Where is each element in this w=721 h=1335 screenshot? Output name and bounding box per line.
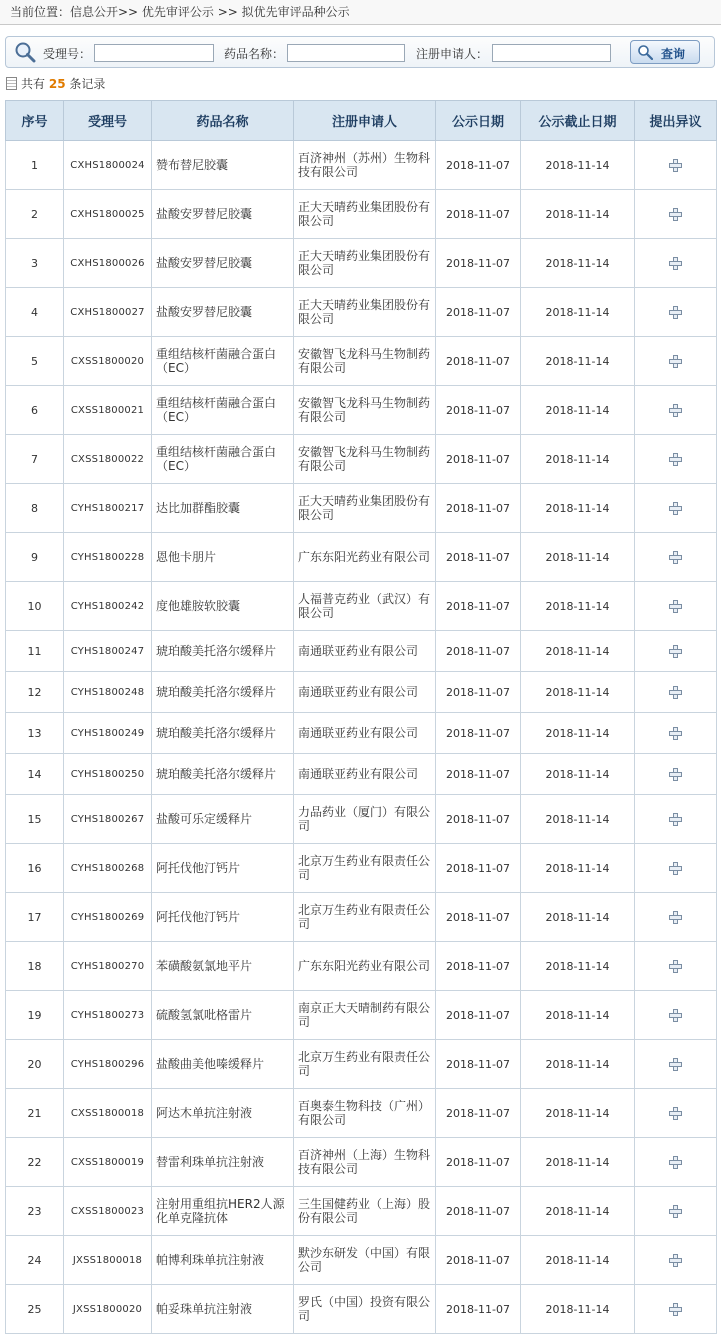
row-applicant: 三生国健药业（上海）股份有限公司 bbox=[294, 1187, 436, 1236]
raise-objection-plus-icon[interactable] bbox=[669, 685, 682, 698]
row-serial: 15 bbox=[6, 795, 64, 844]
row-drug-name: 盐酸安罗替尼胶囊 bbox=[152, 190, 294, 239]
record-count-suffix: 条记录 bbox=[69, 77, 106, 91]
row-applicant: 正大天晴药业集团股份有限公司 bbox=[294, 484, 436, 533]
row-serial: 19 bbox=[6, 991, 64, 1040]
row-drug-name: 盐酸安罗替尼胶囊 bbox=[152, 288, 294, 337]
row-acceptance-number: CYHS1800247 bbox=[64, 631, 152, 672]
raise-objection-plus-icon[interactable] bbox=[669, 861, 682, 874]
raise-objection-plus-icon[interactable] bbox=[669, 452, 682, 465]
row-applicant: 广东东阳光药业有限公司 bbox=[294, 533, 436, 582]
row-publish-date: 2018-11-07 bbox=[436, 484, 521, 533]
row-applicant: 安徽智飞龙科马生物制药有限公司 bbox=[294, 386, 436, 435]
row-applicant: 南京正大天晴制药有限公司 bbox=[294, 991, 436, 1040]
row-applicant: 正大天晴药业集团股份有限公司 bbox=[294, 288, 436, 337]
row-objection-cell bbox=[635, 141, 717, 190]
row-acceptance-number: CYHS1800242 bbox=[64, 582, 152, 631]
row-acceptance-number: CYHS1800296 bbox=[64, 1040, 152, 1089]
raise-objection-plus-icon[interactable] bbox=[669, 599, 682, 612]
row-publish-date: 2018-11-07 bbox=[436, 1089, 521, 1138]
row-drug-name: 帕博利珠单抗注射液 bbox=[152, 1236, 294, 1285]
row-acceptance-number: CYHS1800267 bbox=[64, 795, 152, 844]
row-objection-cell bbox=[635, 190, 717, 239]
row-acceptance-number: CYHS1800269 bbox=[64, 893, 152, 942]
row-serial: 23 bbox=[6, 1187, 64, 1236]
row-applicant: 北京万生药业有限责任公司 bbox=[294, 1040, 436, 1089]
table-row bbox=[6, 141, 717, 190]
row-drug-name: 注射用重组抗HER2人源化单克隆抗体 bbox=[152, 1187, 294, 1236]
raise-objection-plus-icon[interactable] bbox=[669, 354, 682, 367]
column-header-serial: 序号 bbox=[6, 101, 64, 141]
table-row bbox=[6, 1138, 717, 1187]
row-serial: 16 bbox=[6, 844, 64, 893]
raise-objection-plus-icon[interactable] bbox=[669, 1057, 682, 1070]
raise-objection-plus-icon[interactable] bbox=[669, 305, 682, 318]
row-deadline: 2018-11-14 bbox=[521, 844, 635, 893]
row-applicant: 百济神州（上海）生物科技有限公司 bbox=[294, 1138, 436, 1187]
raise-objection-plus-icon[interactable] bbox=[669, 1155, 682, 1168]
row-serial: 25 bbox=[6, 1285, 64, 1334]
row-publish-date: 2018-11-07 bbox=[436, 141, 521, 190]
magnifier-icon bbox=[637, 44, 653, 60]
row-publish-date: 2018-11-07 bbox=[436, 1187, 521, 1236]
row-drug-name: 硫酸氢氯吡格雷片 bbox=[152, 991, 294, 1040]
row-applicant: 北京万生药业有限责任公司 bbox=[294, 844, 436, 893]
row-applicant: 安徽智飞龙科马生物制药有限公司 bbox=[294, 435, 436, 484]
row-acceptance-number: CYHS1800268 bbox=[64, 844, 152, 893]
row-objection-cell bbox=[635, 754, 717, 795]
row-applicant: 北京万生药业有限责任公司 bbox=[294, 893, 436, 942]
row-applicant: 安徽智飞龙科马生物制药有限公司 bbox=[294, 337, 436, 386]
row-objection-cell bbox=[635, 1285, 717, 1334]
row-objection-cell bbox=[635, 1138, 717, 1187]
table-row bbox=[6, 1236, 717, 1285]
row-objection-cell bbox=[635, 1187, 717, 1236]
raise-objection-plus-icon[interactable] bbox=[669, 1204, 682, 1217]
row-publish-date: 2018-11-07 bbox=[436, 239, 521, 288]
row-drug-name: 琥珀酸美托洛尔缓释片 bbox=[152, 754, 294, 795]
row-applicant: 默沙东研发（中国）有限公司 bbox=[294, 1236, 436, 1285]
row-publish-date: 2018-11-07 bbox=[436, 631, 521, 672]
column-header-applicant: 注册申请人 bbox=[294, 101, 436, 141]
row-objection-cell bbox=[635, 942, 717, 991]
acceptance-number-input[interactable] bbox=[94, 44, 214, 62]
row-objection-cell bbox=[635, 844, 717, 893]
raise-objection-plus-icon[interactable] bbox=[669, 1253, 682, 1266]
row-drug-name: 达比加群酯胶囊 bbox=[152, 484, 294, 533]
drug-name-label: 药品名称： bbox=[224, 47, 285, 61]
row-applicant: 正大天晴药业集团股份有限公司 bbox=[294, 239, 436, 288]
row-acceptance-number: JXSS1800018 bbox=[64, 1236, 152, 1285]
row-serial: 10 bbox=[6, 582, 64, 631]
row-applicant: 南通联亚药业有限公司 bbox=[294, 631, 436, 672]
row-applicant: 罗氏（中国）投资有限公司 bbox=[294, 1285, 436, 1334]
row-deadline: 2018-11-14 bbox=[521, 991, 635, 1040]
row-serial: 6 bbox=[6, 386, 64, 435]
raise-objection-plus-icon[interactable] bbox=[669, 1302, 682, 1315]
row-acceptance-number: CXSS1800019 bbox=[64, 1138, 152, 1187]
table-row bbox=[6, 672, 717, 713]
row-applicant: 正大天晴药业集团股份有限公司 bbox=[294, 190, 436, 239]
row-drug-name: 赞布替尼胶囊 bbox=[152, 141, 294, 190]
row-objection-cell bbox=[635, 991, 717, 1040]
row-applicant: 百奥泰生物科技（广州）有限公司 bbox=[294, 1089, 436, 1138]
row-publish-date: 2018-11-07 bbox=[436, 386, 521, 435]
row-serial: 1 bbox=[6, 141, 64, 190]
row-deadline: 2018-11-14 bbox=[521, 141, 635, 190]
table-row bbox=[6, 435, 717, 484]
row-deadline: 2018-11-14 bbox=[521, 1040, 635, 1089]
row-serial: 3 bbox=[6, 239, 64, 288]
row-deadline: 2018-11-14 bbox=[521, 795, 635, 844]
row-objection-cell bbox=[635, 533, 717, 582]
row-serial: 9 bbox=[6, 533, 64, 582]
table-row bbox=[6, 533, 717, 582]
raise-objection-plus-icon[interactable] bbox=[669, 1008, 682, 1021]
table-row bbox=[6, 386, 717, 435]
table-row bbox=[6, 942, 717, 991]
row-serial: 13 bbox=[6, 713, 64, 754]
row-objection-cell bbox=[635, 631, 717, 672]
row-acceptance-number: CYHS1800270 bbox=[64, 942, 152, 991]
row-drug-name: 重组结核杆菌融合蛋白（EC） bbox=[152, 435, 294, 484]
row-publish-date: 2018-11-07 bbox=[436, 435, 521, 484]
row-publish-date: 2018-11-07 bbox=[436, 337, 521, 386]
row-acceptance-number: CXHS1800026 bbox=[64, 239, 152, 288]
row-deadline: 2018-11-14 bbox=[521, 672, 635, 713]
row-drug-name: 帕妥珠单抗注射液 bbox=[152, 1285, 294, 1334]
row-objection-cell bbox=[635, 713, 717, 754]
row-serial: 8 bbox=[6, 484, 64, 533]
row-publish-date: 2018-11-07 bbox=[436, 844, 521, 893]
row-objection-cell bbox=[635, 484, 717, 533]
row-serial: 22 bbox=[6, 1138, 64, 1187]
row-acceptance-number: CXHS1800025 bbox=[64, 190, 152, 239]
raise-objection-plus-icon[interactable] bbox=[669, 158, 682, 171]
row-objection-cell bbox=[635, 672, 717, 713]
row-applicant: 百济神州（苏州）生物科技有限公司 bbox=[294, 141, 436, 190]
row-acceptance-number: CXSS1800020 bbox=[64, 337, 152, 386]
raise-objection-plus-icon[interactable] bbox=[669, 403, 682, 416]
raise-objection-plus-icon[interactable] bbox=[669, 256, 682, 269]
search-bar bbox=[5, 36, 715, 68]
row-serial: 5 bbox=[6, 337, 64, 386]
row-drug-name: 盐酸安罗替尼胶囊 bbox=[152, 239, 294, 288]
table-row bbox=[6, 1187, 717, 1236]
row-publish-date: 2018-11-07 bbox=[436, 754, 521, 795]
row-serial: 17 bbox=[6, 893, 64, 942]
column-header-publish-date: 公示日期 bbox=[436, 101, 521, 141]
row-publish-date: 2018-11-07 bbox=[436, 942, 521, 991]
row-objection-cell bbox=[635, 893, 717, 942]
row-acceptance-number: CYHS1800249 bbox=[64, 713, 152, 754]
row-deadline: 2018-11-14 bbox=[521, 942, 635, 991]
row-serial: 14 bbox=[6, 754, 64, 795]
row-deadline: 2018-11-14 bbox=[521, 754, 635, 795]
row-acceptance-number: CYHS1800248 bbox=[64, 672, 152, 713]
row-acceptance-number: CYHS1800273 bbox=[64, 991, 152, 1040]
row-publish-date: 2018-11-07 bbox=[436, 1138, 521, 1187]
raise-objection-plus-icon[interactable] bbox=[669, 207, 682, 220]
raise-objection-plus-icon[interactable] bbox=[669, 501, 682, 514]
applicant-input[interactable] bbox=[492, 44, 611, 62]
row-deadline: 2018-11-14 bbox=[521, 1138, 635, 1187]
row-publish-date: 2018-11-07 bbox=[436, 795, 521, 844]
row-publish-date: 2018-11-07 bbox=[436, 1040, 521, 1089]
row-objection-cell bbox=[635, 1089, 717, 1138]
row-publish-date: 2018-11-07 bbox=[436, 1236, 521, 1285]
row-serial: 7 bbox=[6, 435, 64, 484]
row-publish-date: 2018-11-07 bbox=[436, 991, 521, 1040]
row-objection-cell bbox=[635, 582, 717, 631]
row-acceptance-number: CXSS1800023 bbox=[64, 1187, 152, 1236]
raise-objection-plus-icon[interactable] bbox=[669, 726, 682, 739]
row-acceptance-number: CXSS1800021 bbox=[64, 386, 152, 435]
row-objection-cell bbox=[635, 1040, 717, 1089]
row-deadline: 2018-11-14 bbox=[521, 631, 635, 672]
row-objection-cell bbox=[635, 1236, 717, 1285]
row-publish-date: 2018-11-07 bbox=[436, 713, 521, 754]
table-row bbox=[6, 1285, 717, 1334]
row-deadline: 2018-11-14 bbox=[521, 582, 635, 631]
raise-objection-plus-icon[interactable] bbox=[669, 812, 682, 825]
table-row bbox=[6, 288, 717, 337]
column-header-acceptance-number: 受理号 bbox=[64, 101, 152, 141]
drug-name-input[interactable] bbox=[287, 44, 405, 62]
raise-objection-plus-icon[interactable] bbox=[669, 550, 682, 563]
row-deadline: 2018-11-14 bbox=[521, 533, 635, 582]
row-drug-name: 替雷利珠单抗注射液 bbox=[152, 1138, 294, 1187]
row-drug-name: 盐酸可乐定缓释片 bbox=[152, 795, 294, 844]
raise-objection-plus-icon[interactable] bbox=[669, 959, 682, 972]
raise-objection-plus-icon[interactable] bbox=[669, 767, 682, 780]
row-publish-date: 2018-11-07 bbox=[436, 1285, 521, 1334]
raise-objection-plus-icon[interactable] bbox=[669, 1106, 682, 1119]
row-applicant: 广东东阳光药业有限公司 bbox=[294, 942, 436, 991]
row-drug-name: 琥珀酸美托洛尔缓释片 bbox=[152, 672, 294, 713]
row-deadline: 2018-11-14 bbox=[521, 435, 635, 484]
row-deadline: 2018-11-14 bbox=[521, 484, 635, 533]
row-drug-name: 琥珀酸美托洛尔缓释片 bbox=[152, 713, 294, 754]
query-button[interactable] bbox=[630, 40, 700, 64]
row-applicant: 南通联亚药业有限公司 bbox=[294, 713, 436, 754]
table-row bbox=[6, 1089, 717, 1138]
record-count bbox=[6, 76, 105, 92]
table-row bbox=[6, 631, 717, 672]
table-row bbox=[6, 991, 717, 1040]
row-acceptance-number: CYHS1800217 bbox=[64, 484, 152, 533]
column-header-drug-name: 药品名称 bbox=[152, 101, 294, 141]
row-deadline: 2018-11-14 bbox=[521, 288, 635, 337]
table-row bbox=[6, 893, 717, 942]
search-icon bbox=[14, 41, 36, 63]
table-row bbox=[6, 337, 717, 386]
raise-objection-plus-icon[interactable] bbox=[669, 644, 682, 657]
table-row bbox=[6, 844, 717, 893]
row-publish-date: 2018-11-07 bbox=[436, 672, 521, 713]
row-applicant: 南通联亚药业有限公司 bbox=[294, 754, 436, 795]
row-publish-date: 2018-11-07 bbox=[436, 582, 521, 631]
row-serial: 12 bbox=[6, 672, 64, 713]
table-row bbox=[6, 239, 717, 288]
row-acceptance-number: JXSS1800020 bbox=[64, 1285, 152, 1334]
row-serial: 11 bbox=[6, 631, 64, 672]
row-drug-name: 苯磺酸氨氯地平片 bbox=[152, 942, 294, 991]
table-row bbox=[6, 795, 717, 844]
row-drug-name: 阿托伐他汀钙片 bbox=[152, 844, 294, 893]
row-serial: 2 bbox=[6, 190, 64, 239]
row-acceptance-number: CYHS1800228 bbox=[64, 533, 152, 582]
column-header-objection: 提出异议 bbox=[635, 101, 717, 141]
row-applicant: 人福普克药业（武汉）有限公司 bbox=[294, 582, 436, 631]
row-drug-name: 重组结核杆菌融合蛋白（EC） bbox=[152, 337, 294, 386]
row-objection-cell bbox=[635, 239, 717, 288]
row-deadline: 2018-11-14 bbox=[521, 1187, 635, 1236]
row-publish-date: 2018-11-07 bbox=[436, 893, 521, 942]
row-deadline: 2018-11-14 bbox=[521, 239, 635, 288]
table-row bbox=[6, 713, 717, 754]
row-serial: 24 bbox=[6, 1236, 64, 1285]
column-header-deadline: 公示截止日期 bbox=[521, 101, 635, 141]
row-drug-name: 度他雄胺软胶囊 bbox=[152, 582, 294, 631]
table-row bbox=[6, 484, 717, 533]
row-acceptance-number: CXHS1800024 bbox=[64, 141, 152, 190]
row-drug-name: 琥珀酸美托洛尔缓释片 bbox=[152, 631, 294, 672]
row-deadline: 2018-11-14 bbox=[521, 337, 635, 386]
row-objection-cell bbox=[635, 288, 717, 337]
row-publish-date: 2018-11-07 bbox=[436, 533, 521, 582]
row-objection-cell bbox=[635, 337, 717, 386]
row-acceptance-number: CXSS1800022 bbox=[64, 435, 152, 484]
row-deadline: 2018-11-14 bbox=[521, 1236, 635, 1285]
acceptance-number-label: 受理号： bbox=[43, 47, 92, 61]
priority-review-table bbox=[5, 100, 717, 1334]
row-acceptance-number: CYHS1800250 bbox=[64, 754, 152, 795]
table-row bbox=[6, 190, 717, 239]
row-drug-name: 盐酸曲美他嗪缓释片 bbox=[152, 1040, 294, 1089]
row-objection-cell bbox=[635, 795, 717, 844]
table-row bbox=[6, 1040, 717, 1089]
row-deadline: 2018-11-14 bbox=[521, 1089, 635, 1138]
document-icon bbox=[6, 77, 17, 90]
row-acceptance-number: CXSS1800018 bbox=[64, 1089, 152, 1138]
row-objection-cell bbox=[635, 386, 717, 435]
table-header-row bbox=[6, 101, 717, 141]
row-deadline: 2018-11-14 bbox=[521, 1285, 635, 1334]
row-deadline: 2018-11-14 bbox=[521, 190, 635, 239]
row-serial: 20 bbox=[6, 1040, 64, 1089]
raise-objection-plus-icon[interactable] bbox=[669, 910, 682, 923]
record-count-number: 25 bbox=[48, 77, 66, 91]
row-deadline: 2018-11-14 bbox=[521, 893, 635, 942]
row-applicant: 南通联亚药业有限公司 bbox=[294, 672, 436, 713]
record-count-prefix: 共有 bbox=[21, 77, 46, 91]
row-objection-cell bbox=[635, 435, 717, 484]
row-drug-name: 阿达木单抗注射液 bbox=[152, 1089, 294, 1138]
row-publish-date: 2018-11-07 bbox=[436, 288, 521, 337]
row-serial: 18 bbox=[6, 942, 64, 991]
row-drug-name: 重组结核杆菌融合蛋白（EC） bbox=[152, 386, 294, 435]
row-drug-name: 阿托伐他汀钙片 bbox=[152, 893, 294, 942]
table-row bbox=[6, 582, 717, 631]
table-row bbox=[6, 754, 717, 795]
row-deadline: 2018-11-14 bbox=[521, 713, 635, 754]
query-button-label: 查询 bbox=[661, 47, 686, 61]
row-serial: 21 bbox=[6, 1089, 64, 1138]
row-deadline: 2018-11-14 bbox=[521, 386, 635, 435]
breadcrumb: 当前位置：信息公开>> 优先审评公示 >> 拟优先审评品种公示 bbox=[0, 0, 721, 25]
row-publish-date: 2018-11-07 bbox=[436, 190, 521, 239]
applicant-label: 注册申请人： bbox=[416, 47, 489, 61]
row-serial: 4 bbox=[6, 288, 64, 337]
row-applicant: 力品药业（厦门）有限公司 bbox=[294, 795, 436, 844]
row-acceptance-number: CXHS1800027 bbox=[64, 288, 152, 337]
row-drug-name: 恩他卡朋片 bbox=[152, 533, 294, 582]
